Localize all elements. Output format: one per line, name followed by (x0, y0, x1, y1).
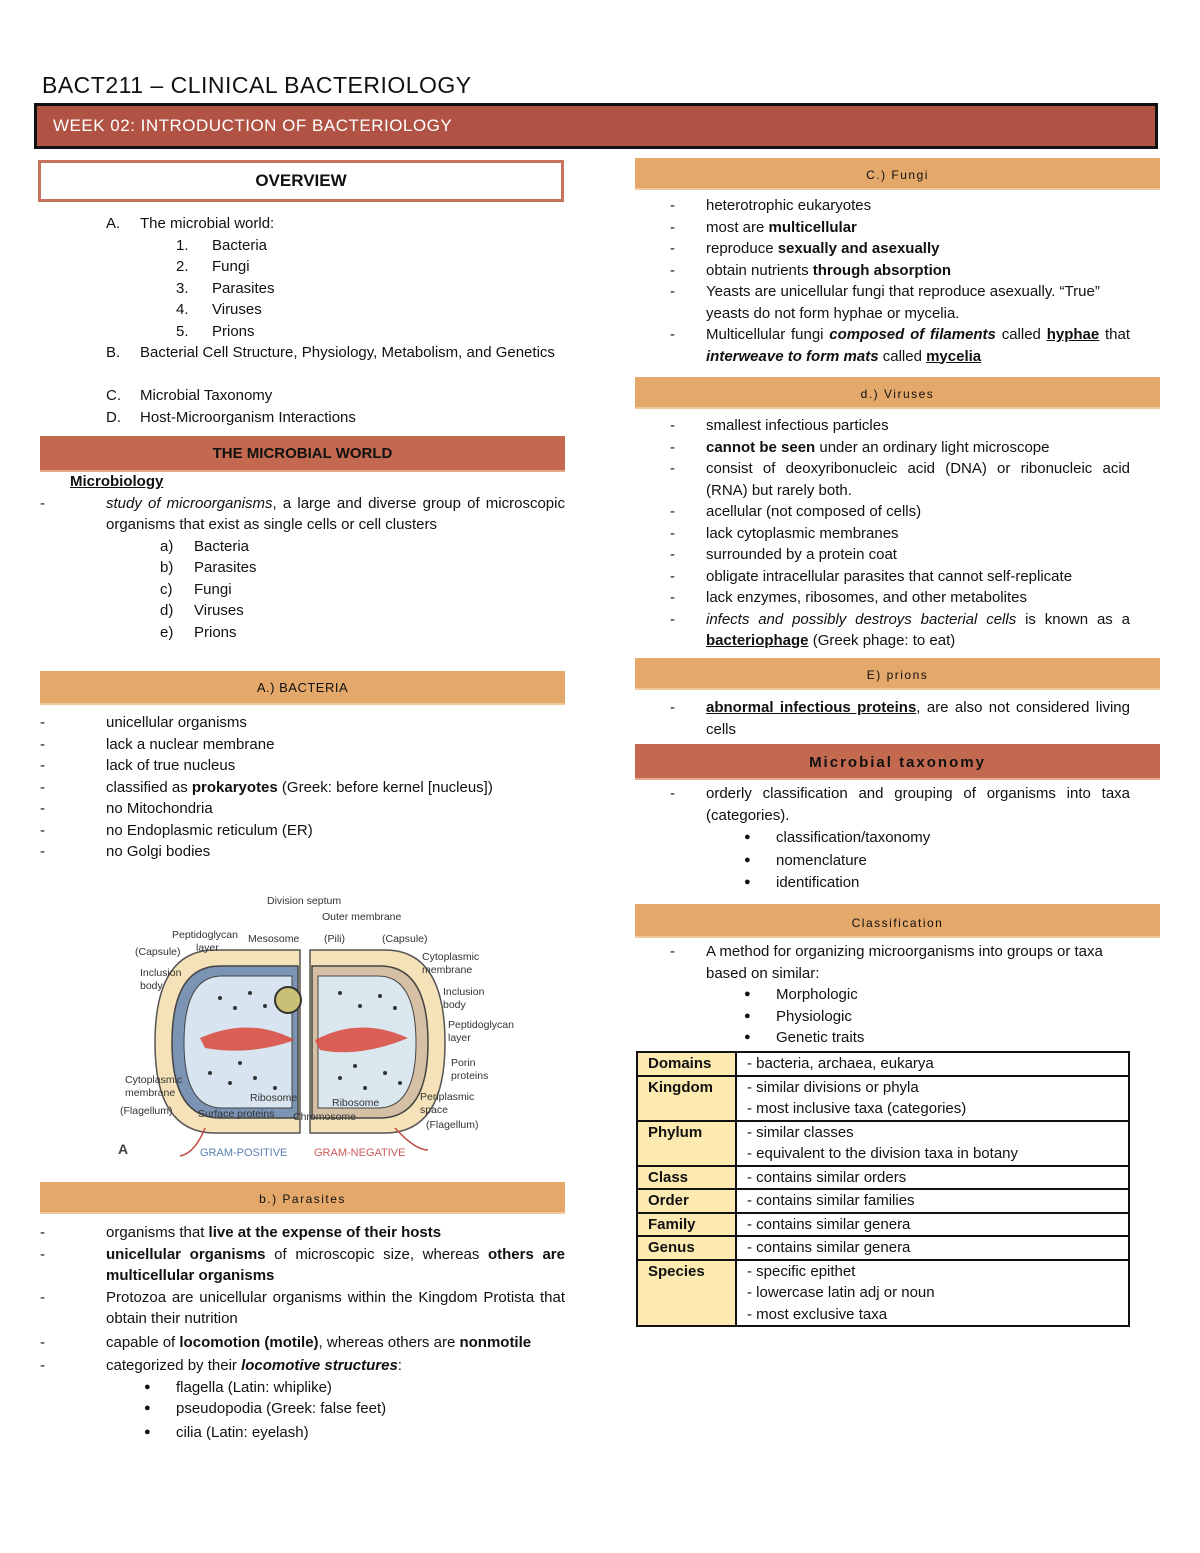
list-item: - classified as prokaryotes (Greek: before kernel [nucleus]) (40, 777, 565, 799)
list-item: - lack cytoplasmic membranes (670, 523, 1130, 545)
list-item: - unicellular organisms (40, 712, 565, 734)
list-item: - unicellular organisms of microscopic size, whereas others are multicellular organisms (40, 1244, 565, 1287)
viruses-list (670, 415, 1130, 652)
list-item: - categorized by their locomotive structures: (40, 1355, 565, 1377)
list-item: - no Endoplasmic reticulum (ER) (40, 820, 565, 842)
overview-list (40, 213, 565, 428)
label-ribosome-left: Ribosome (250, 1092, 298, 1104)
label-peptidoglycan-left: Peptidoglycan (172, 929, 238, 941)
list-item: - most are multicellular (670, 217, 1130, 239)
label-flagellum-right: (Flagellum) (426, 1119, 479, 1131)
label-mesosome: Mesosome (248, 933, 300, 945)
label-peptidoglycan-right: Peptidoglycan (448, 1019, 514, 1031)
list-item: - lack enzymes, ribosomes, and other metabolites (670, 587, 1130, 609)
list-item: b) Parasites (160, 559, 257, 576)
table-row: Genus - contains similar genera (637, 1236, 1129, 1260)
prions-list (670, 697, 1130, 740)
list-item: ● Physiologic (670, 1006, 1130, 1028)
label-porin-2: proteins (451, 1070, 489, 1082)
label-cytoplasmic-left: Cytoplasmic (125, 1074, 183, 1086)
list-item: 5. Prions (176, 322, 255, 340)
list-item: D. Host-Microorganism Interactions (106, 408, 356, 426)
list-item: - abnormal infectious proteins, are also not considered living cells (670, 697, 1130, 740)
list-item: d) Viruses (160, 602, 244, 619)
week-banner (34, 103, 1158, 149)
list-item: ● nomenclature (670, 850, 1130, 872)
list-item: - organisms that live at the expense of their hosts (40, 1222, 565, 1244)
list-item: - cannot be seen under an ordinary light microscope (670, 437, 1130, 459)
bacteria-header: A.) BACTERIA (40, 671, 565, 705)
label-layer-left: layer (196, 942, 219, 954)
list-item: - orderly classification and grouping of organisms into taxa (categories). (670, 783, 1130, 826)
list-item: A. The microbial world: (106, 215, 275, 232)
microbiology-term: Microbiology (70, 473, 164, 490)
list-item: - A method for organizing microorganisms into groups or taxa based on similar: (670, 941, 1130, 984)
list-item: ● flagella (Latin: whiplike) (40, 1377, 565, 1399)
classification-list (670, 941, 1130, 1049)
taxonomy-table (636, 1051, 1130, 1327)
list-item: - smallest infectious particles (670, 415, 1130, 437)
label-outer-membrane: Outer membrane (322, 911, 402, 923)
label-ribosome-right: Ribosome (332, 1097, 380, 1109)
mesosome-shape (275, 987, 301, 1013)
list-item: e) Prions (160, 623, 237, 641)
week-title: WEEK 02: INTRODUCTION OF BACTERIOLOGY (53, 116, 453, 135)
list-item: 1. Bacteria (176, 236, 268, 254)
microbial-world-section (40, 471, 565, 643)
classification-header: Classification (635, 904, 1160, 938)
list-item: - Yeasts are unicellular fungi that reproduce asexually. “True” yeasts do not form hyphae or mycelia. (670, 281, 1130, 324)
list-item: ● Genetic traits (670, 1027, 1130, 1049)
list-item: a) Bacteria (160, 537, 250, 555)
list-item: - consist of deoxyribonucleic acid (DNA) or ribonucleic acid (RNA) but rarely both. (670, 458, 1130, 501)
list-item: - Protozoa are unicellular organisms within the Kingdom Protista that obtain their nutrition (40, 1287, 565, 1330)
list-item: - study of microorganisms, a large and diverse group of microscopic organisms that exist as single cells or cell clusters (40, 493, 565, 536)
list-item: - Multicellular fungi composed of filaments called hyphae that interweave to form mats called mycelia (670, 324, 1130, 367)
label-division-septum: Division septum (267, 895, 342, 907)
list-item: - heterotrophic eukaryotes (670, 195, 1130, 217)
label-flagellum-left: (Flagellum) (120, 1105, 173, 1117)
viruses-header: d.) Viruses (635, 377, 1160, 409)
table-row: Phylum - similar classes - equivalent to the division taxa in botany (637, 1121, 1129, 1166)
label-cytoplasmic-right-2: membrane (422, 964, 473, 976)
list-item: - obligate intracellular parasites that cannot self-replicate (670, 566, 1130, 588)
label-porin: Porin (451, 1057, 476, 1069)
table-row: Family - contains similar genera (637, 1213, 1129, 1237)
label-pili: (Pili) (324, 933, 345, 945)
taxonomy-list (670, 783, 1130, 894)
label-chromosome: Chromosome (293, 1111, 357, 1123)
list-item: - no Golgi bodies (40, 841, 565, 863)
list-item: B. Bacterial Cell Structure, Physiology, Metabolism, and Genetics (106, 344, 555, 361)
label-peptidoglycan-right-2: layer (448, 1032, 471, 1044)
prions-header: E) prions (635, 658, 1160, 690)
fungi-header: C.) Fungi (635, 158, 1160, 190)
label-cytoplasmic-left-2: membrane (125, 1087, 176, 1099)
list-item: - reproduce sexually and asexually (670, 238, 1130, 260)
list-item: - capable of locomotion (motile), whereas others are nonmotile (40, 1332, 565, 1354)
table-row: Kingdom - similar divisions or phyla - most inclusive taxa (categories) (637, 1076, 1129, 1121)
table-row: Class - contains similar orders (637, 1166, 1129, 1190)
list-item: - no Mitochondria (40, 798, 565, 820)
bacterial-cell-diagram (110, 888, 530, 1163)
table-row: Species - specific epithet - lowercase latin adj or noun - most exclusive taxa (637, 1260, 1129, 1327)
list-item: ● cilia (Latin: eyelash) (40, 1422, 565, 1444)
list-item: - obtain nutrients through absorption (670, 260, 1130, 282)
label-periplasmic-2: space (420, 1104, 449, 1116)
list-item: - acellular (not composed of cells) (670, 501, 1130, 523)
list-item: C. Microbial Taxonomy (106, 387, 273, 404)
label-capsule-left: (Capsule) (135, 946, 181, 958)
fungi-list (670, 195, 1130, 367)
label-gram-negative: GRAM-NEGATIVE (314, 1147, 406, 1159)
course-title: BACT211 – CLINICAL BACTERIOLOGY (42, 72, 472, 98)
taxonomy-header: Microbial taxonomy (635, 744, 1160, 780)
label-gram-positive: GRAM-POSITIVE (200, 1147, 288, 1159)
label-periplasmic: Periplasmic (420, 1091, 475, 1103)
list-item: - surrounded by a protein coat (670, 544, 1130, 566)
overview-title: OVERVIEW (38, 160, 564, 202)
table-row: Domains - bacteria, archaea, eukarya (637, 1052, 1129, 1076)
bacteria-list (40, 712, 565, 863)
list-item: ● identification (670, 872, 1130, 894)
list-item: - lack a nuclear membrane (40, 734, 565, 756)
list-item: - lack of true nucleus (40, 755, 565, 777)
label-inclusion-left-2: body (140, 980, 163, 992)
list-item: 4. Viruses (176, 301, 262, 318)
list-item: 3. Parasites (176, 279, 275, 297)
table-row: Order - contains similar families (637, 1189, 1129, 1213)
list-item: ● Morphologic (670, 984, 1130, 1006)
list-item: 2. Fungi (176, 258, 250, 275)
label-capsule-right: (Capsule) (382, 933, 428, 945)
microbial-world-header: THE MICROBIAL WORLD (40, 436, 565, 472)
label-panel: A (118, 1141, 129, 1157)
list-item: c) Fungi (160, 580, 232, 598)
list-item: - infects and possibly destroys bacterial cells is known as a bacteriophage (Greek phage: to eat) (670, 609, 1130, 652)
label-surface-proteins: Surface proteins (198, 1108, 275, 1120)
label-inclusion-right: Inclusion (443, 986, 485, 998)
list-item: ● classification/taxonomy (670, 827, 1130, 849)
label-cytoplasmic-right: Cytoplasmic (422, 951, 480, 963)
list-item: ● pseudopodia (Greek: false feet) (40, 1398, 565, 1420)
parasites-list (40, 1222, 565, 1443)
parasites-header: b.) Parasites (40, 1182, 565, 1214)
label-inclusion-right-2: body (443, 999, 466, 1011)
label-inclusion-left: Inclusion (140, 967, 182, 979)
